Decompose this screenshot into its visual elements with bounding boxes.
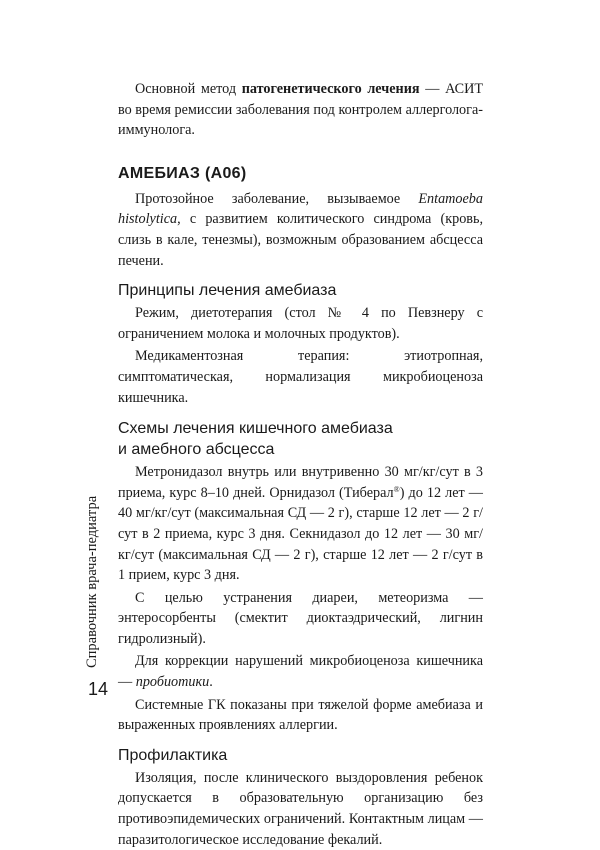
schemes-p1-post: ) до 12 лет — 40 мг/кг/сут (максимальная СД — 2 г), старше 12 лет — 2 г/сут в 2 приема, курс 3 дня. Секнидазол до 12 лет — 30 мг/кг/сут (максимальная СД — 2 г), старше 12 лет — 2 г/сут в 1 прием, курс 3 дня. <box>118 484 483 584</box>
schemes-paragraph-2: С целью устранения диареи, метеоризма — энтеросорбенты (смектит диоктаэдрический, лигнин гидролизный). <box>118 589 483 647</box>
running-title: Справочник врача-педиатра <box>84 495 100 668</box>
page-content <box>118 79 483 850</box>
principles-paragraph-1: Режим, диетотерапия (стол № 4 по Певзнеру с ограничением молока и молочных продуктов). <box>118 305 483 342</box>
prevention-heading: Профилактика <box>118 746 228 764</box>
schemes-heading <box>118 418 483 460</box>
section-desc-pathogen: Entamoeba histolytica <box>118 190 483 228</box>
principles-paragraph-2: Медикаментозная терапия: этиотропная, симптоматическая, нормализация микробиоценоза кишечника. <box>118 348 483 406</box>
schemes-paragraph-3 <box>118 651 483 692</box>
intro-bold-term: патогенетического лечения <box>241 81 420 97</box>
section-title: АМЕБИАЗ (А06) <box>118 164 247 182</box>
section-desc-post: , с развитием колитического синдрома (кровь, слизь в кале, тенезмы), возможным образованием абсцесса печени. <box>118 211 483 269</box>
intro-paragraph <box>118 79 483 141</box>
section-desc-pre: Протозойное заболевание, вызываемое <box>135 190 419 207</box>
intro-text-post: — АСИТ во время ремиссии заболевания под контролем аллерголога-иммунолога. <box>118 81 483 139</box>
schemes-paragraph-1 <box>118 462 483 586</box>
schemes-p1-pre: Метронидазол внутрь или внутривенно 30 мг/кг/сут в 3 приема, курс 8–10 дней. Орнидазол (Тиберал <box>118 464 483 501</box>
prevention-paragraph: Изоляция, после клинического выздоровления ребенок допускается в образовательную организацию без противоэпидемических ограничений. Контактным лицам — паразитологическое исследование фекалий. <box>118 769 483 848</box>
schemes-heading-line-1: Схемы лечения кишечного амебиаза <box>118 420 393 438</box>
section-description <box>118 189 483 271</box>
principles-heading: Принципы лечения амебиаза <box>118 282 337 300</box>
schemes-paragraph-4: Системные ГК показаны при тяжелой форме амебиаза и выраженных проявлениях аллергии. <box>118 696 483 734</box>
registered-mark: ® <box>393 484 400 494</box>
intro-text-pre: Основной метод <box>135 81 242 97</box>
schemes-heading-line-2: и амебного абсцесса <box>118 441 275 459</box>
schemes-p3-post: . <box>209 674 213 691</box>
page-number: 14 <box>88 679 109 699</box>
schemes-p3-probiotics: пробиотики <box>135 674 210 691</box>
schemes-p3-pre: Для коррекции нарушений микробиоценоза кишечника — <box>118 653 483 691</box>
